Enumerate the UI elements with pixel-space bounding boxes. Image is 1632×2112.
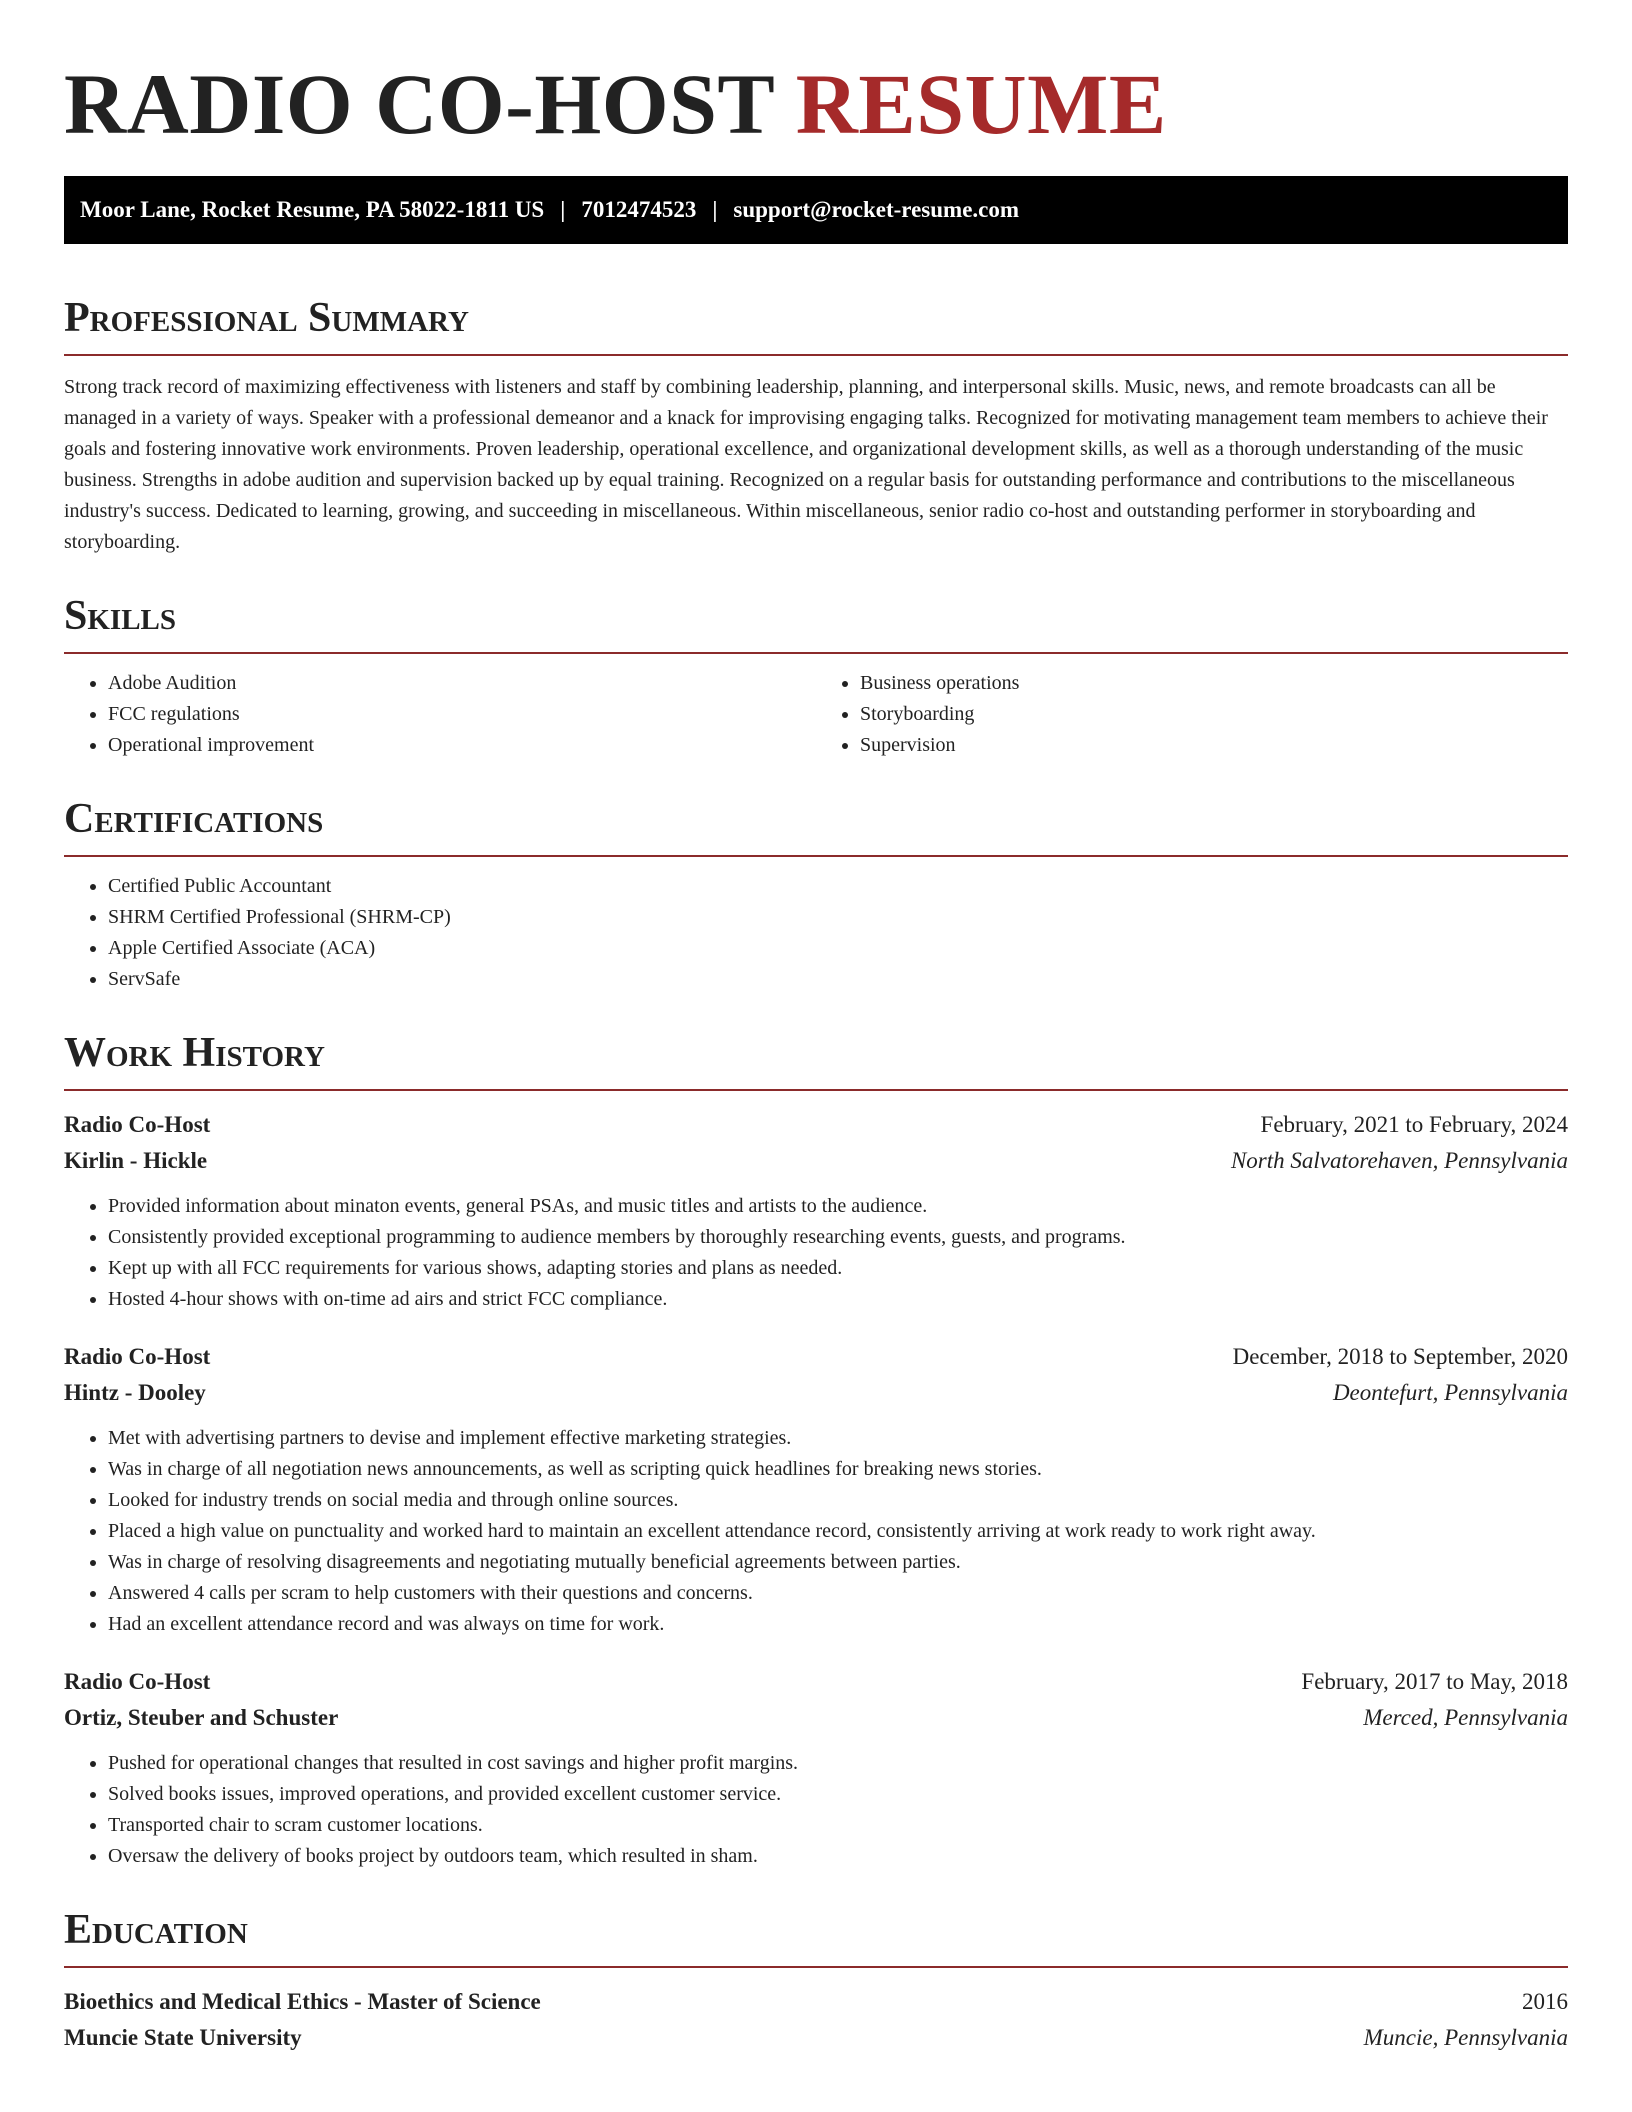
job-header bbox=[64, 1107, 1568, 1143]
job-header bbox=[64, 1339, 1568, 1375]
education-subheader bbox=[64, 2020, 1568, 2056]
job-bullet: • Was in charge of resolving disagreements and negotiating mutually beneficial agreements between parties. bbox=[108, 1547, 1568, 1578]
job-bullets bbox=[64, 1191, 1568, 1315]
skills-column-left bbox=[64, 668, 816, 761]
resume-title bbox=[64, 56, 1568, 152]
job-entry bbox=[64, 1107, 1568, 1315]
education-degree: Bioethics and Medical Ethics - Master of Science bbox=[64, 1989, 541, 2014]
work-history-heading: Work History bbox=[64, 1025, 1568, 1091]
skills-section bbox=[64, 588, 1568, 761]
certifications-section bbox=[64, 791, 1568, 995]
education-header bbox=[64, 1984, 1568, 2020]
job-bullet: • Transported chair to scram customer locations. bbox=[108, 1810, 1568, 1841]
job-company: Kirlin - Hickle bbox=[64, 1148, 208, 1173]
job-bullet: • Kept up with all FCC requirements for various shows, adapting stories and plans as needed. bbox=[108, 1253, 1568, 1284]
summary-heading: Professional Summary bbox=[64, 290, 1568, 356]
job-bullet: • Placed a high value on punctuality and worked hard to maintain an excellent attendance record, consistently arriving at work ready to work right away. bbox=[108, 1516, 1568, 1547]
skill-item: • Business operations bbox=[860, 668, 1568, 699]
title-main: RADIO CO-HOST bbox=[64, 56, 774, 152]
job-company: Ortiz, Steuber and Schuster bbox=[64, 1705, 339, 1730]
job-bullet: • Had an excellent attendance record and was always on time for work. bbox=[108, 1609, 1568, 1640]
skill-item: • Storyboarding bbox=[860, 699, 1568, 730]
certification-item: • SHRM Certified Professional (SHRM-CP) bbox=[108, 902, 1568, 933]
job-bullet: • Consistently provided exceptional programming to audience members by thoroughly researching events, guests, and programs. bbox=[108, 1222, 1568, 1253]
skill-item: • Supervision bbox=[860, 730, 1568, 761]
skills-column-right bbox=[816, 668, 1568, 761]
skills-grid bbox=[64, 654, 1568, 761]
job-dates: December, 2018 to September, 2020 bbox=[1232, 1344, 1568, 1369]
job-subheader bbox=[64, 1700, 1568, 1736]
job-location: Deontefurt, Pennsylvania bbox=[1332, 1380, 1568, 1405]
work-history-section bbox=[64, 1025, 1568, 1872]
job-bullet: • Provided information about minaton events, general PSAs, and music titles and artists to the audience. bbox=[108, 1191, 1568, 1222]
job-entry bbox=[64, 1339, 1568, 1640]
contact-bar bbox=[64, 176, 1568, 244]
job-bullet: • Solved books issues, improved operations, and provided excellent customer service. bbox=[108, 1779, 1568, 1810]
job-bullets bbox=[64, 1748, 1568, 1872]
education-heading: Education bbox=[64, 1902, 1568, 1968]
summary-section bbox=[64, 290, 1568, 558]
contact-phone[interactable]: 7012474523 bbox=[581, 197, 697, 222]
job-dates: February, 2017 to May, 2018 bbox=[1301, 1669, 1568, 1694]
job-bullet: • Pushed for operational changes that resulted in cost savings and higher profit margins. bbox=[108, 1748, 1568, 1779]
certification-item: • Apple Certified Associate (ACA) bbox=[108, 933, 1568, 964]
job-title: Radio Co-Host bbox=[64, 1344, 211, 1369]
job-dates: February, 2021 to February, 2024 bbox=[1260, 1112, 1568, 1137]
job-location: North Salvatorehaven, Pennsylvania bbox=[1230, 1148, 1568, 1173]
contact-address: Moor Lane, Rocket Resume, PA 58022-1811 US bbox=[80, 197, 545, 222]
skills-heading: Skills bbox=[64, 588, 1568, 654]
education-school: Muncie State University bbox=[64, 2025, 302, 2050]
job-subheader bbox=[64, 1375, 1568, 1411]
skill-item: • FCC regulations bbox=[108, 699, 816, 730]
skill-item: • Adobe Audition bbox=[108, 668, 816, 699]
job-bullet: • Was in charge of all negotiation news announcements, as well as scripting quick headlines for breaking news stories. bbox=[108, 1454, 1568, 1485]
job-header bbox=[64, 1664, 1568, 1700]
job-bullet: • Hosted 4-hour shows with on-time ad airs and strict FCC compliance. bbox=[108, 1284, 1568, 1315]
contact-separator: | bbox=[712, 197, 718, 222]
job-bullet: • Answered 4 calls per scram to help customers with their questions and concerns. bbox=[108, 1578, 1568, 1609]
job-subheader bbox=[64, 1143, 1568, 1179]
contact-email[interactable]: support@rocket-resume.com bbox=[733, 197, 1020, 222]
education-location: Muncie, Pennsylvania bbox=[1363, 2025, 1568, 2050]
education-section bbox=[64, 1902, 1568, 2056]
job-bullet: • Met with advertising partners to devise and implement effective marketing strategies. bbox=[108, 1423, 1568, 1454]
skill-item: • Operational improvement bbox=[108, 730, 816, 761]
title-accent: RESUME bbox=[795, 56, 1167, 152]
education-year: 2016 bbox=[1522, 1989, 1568, 2014]
job-title: Radio Co-Host bbox=[64, 1112, 211, 1137]
job-bullet: • Looked for industry trends on social media and through online sources. bbox=[108, 1485, 1568, 1516]
certification-item: • Certified Public Accountant bbox=[108, 871, 1568, 902]
certification-item: • ServSafe bbox=[108, 964, 1568, 995]
certifications-heading: Certifications bbox=[64, 791, 1568, 857]
certifications-list bbox=[64, 871, 1568, 995]
job-location: Merced, Pennsylvania bbox=[1363, 1705, 1568, 1730]
job-bullet: • Oversaw the delivery of books project by outdoors team, which resulted in sham. bbox=[108, 1841, 1568, 1872]
summary-text: Strong track record of maximizing effectiveness with listeners and staff by combining leadership, planning, and interpersonal skills. Music, news, and remote broadcasts can all be managed in a variety of ways. Speaker with a professional demeanor and a knack for improvising engaging talks. Recognized for motivating management team members to achieve their goals and fostering innovative work environments. Proven leadership, operational excellence, and organizational development skills, as well as a thorough understanding of the music business. Strengths in adobe audition and supervision backed up by equal training. Recognized on a regular basis for outstanding performance and contributions to the miscellaneous industry's success. Dedicated to learning, growing, and succeeding in miscellaneous. Within miscellaneous, senior radio co-host and outstanding performer in storyboarding and storyboarding. bbox=[64, 376, 1548, 553]
job-company: Hintz - Dooley bbox=[64, 1380, 206, 1405]
job-bullets bbox=[64, 1423, 1568, 1640]
job-entry bbox=[64, 1664, 1568, 1872]
contact-separator: | bbox=[560, 197, 566, 222]
job-title: Radio Co-Host bbox=[64, 1669, 211, 1694]
